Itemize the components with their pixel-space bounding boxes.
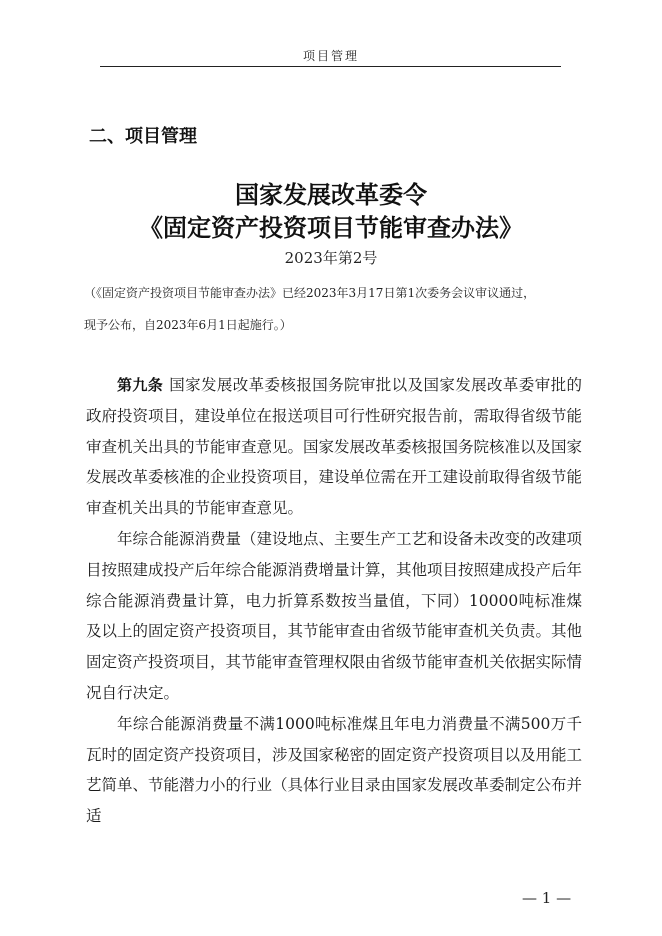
- running-header: 项目管理: [302, 49, 359, 63]
- article-9-paragraph-3: 年综合能源消费量不满1000吨标准煤且年电力消费量不满500万千瓦时的固定资产投资项目，涉及国家秘密的固定资产投资项目以及用能工艺简单、节能潜力小的行业（具体行业目录由国家发展改革委制定公布并适: [86, 714, 583, 826]
- paragraph-1-text: 国家发展改革委核报国务院审批以及国家发展改革委审批的政府投资项目，建设单位在报送项目可行性研究报告前，需取得省级节能审查机关出具的节能审查意见。国家发展改革委核报国务院核准以及国家发展改革委核准的企业投资项目，建设单位需在开工建设前取得省级节能审查机关出具的节能审查意见。: [86, 376, 583, 518]
- page-number: — 1 —: [522, 889, 572, 907]
- document-note-line2: 现予公布，自2023年6月1日起施行。）: [84, 318, 292, 332]
- article-9-paragraph-2: 年综合能源消费量（建设地点、主要生产工艺和设备未改变的改建项目按照建成投产后年综合能源消费增量计算，其他项目按照建成投产后年综合能源消费量计算，电力折算系数按当量值，下同）10000吨标准煤及以上的固定资产投资项目，其节能审查由省级节能审查机关负责。其他固定资产投资项目，其节能审查管理权限由省级节能审查机关依据实际情况自行决定。: [86, 529, 583, 702]
- document-note-line1: （《固定资产投资项目节能审查办法》已经2023年3月17日第1次委务会议审议通过，: [84, 286, 536, 300]
- section-heading: 二、项目管理: [89, 126, 197, 147]
- document-number: 2023年第2号: [284, 249, 378, 267]
- document-title-line2: 《固定资产投资项目节能审查办法》: [139, 213, 523, 242]
- body-text: [86, 370, 582, 832]
- document-title-line1: 国家发展改革委令: [235, 180, 427, 209]
- header-rule: [100, 66, 561, 67]
- article-label: 第九条: [117, 376, 164, 394]
- article-9-paragraph-1: [86, 370, 582, 524]
